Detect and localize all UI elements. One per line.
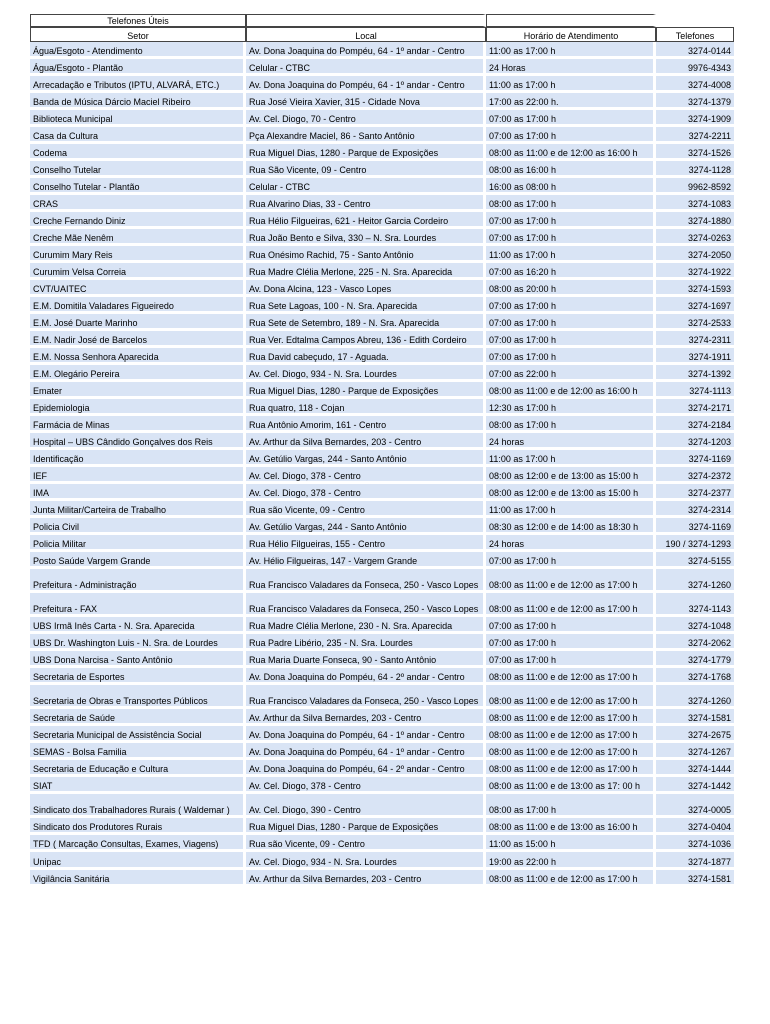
horario-cell: 07:00 as 16:20 h [486, 263, 656, 280]
local-cell: Rua Onésimo Rachid, 75 - Santo Antônio [246, 246, 486, 263]
title-blank-cell [656, 14, 734, 27]
table-row [30, 835, 734, 852]
local-cell: Rua Hélio Filgueiras, 621 - Heitor Garcia Cordeiro [246, 212, 486, 229]
telefone-cell: 3274-2314 [656, 501, 734, 518]
setor-cell: UBS Irmã Inês Carta - N. Sra. Aparecida [30, 617, 246, 634]
horario-cell: 07:00 as 17:00 h [486, 617, 656, 634]
horario-cell: 11:00 as 17:00 h [486, 246, 656, 263]
horario-cell: 08:00 as 11:00 e de 12:00 as 17:00 h [486, 569, 656, 593]
local-cell: Av. Getúlio Vargas, 244 - Santo Antônio [246, 518, 486, 535]
horario-cell: 07:00 as 17:00 h [486, 634, 656, 651]
telefone-cell: 3274-2171 [656, 399, 734, 416]
header-telefones: Telefones [656, 27, 734, 42]
telefone-cell: 3274-0005 [656, 794, 734, 818]
telefone-cell: 9962-8592 [656, 178, 734, 195]
telefone-cell: 3274-1169 [656, 450, 734, 467]
telefone-cell: 3274-1128 [656, 161, 734, 178]
setor-cell: Unipac [30, 852, 246, 870]
local-cell: Rua Sete Lagoas, 100 - N. Sra. Aparecida [246, 297, 486, 314]
local-cell: Rua Miguel Dias, 1280 - Parque de Exposições [246, 144, 486, 161]
local-cell: Av. Arthur da Silva Bernardes, 203 - Centro [246, 870, 486, 887]
local-cell: Rua São Vicente, 09 - Centro [246, 161, 486, 178]
setor-cell: Curumim Velsa Correia [30, 263, 246, 280]
horario-cell: 24 horas [486, 433, 656, 450]
horario-cell: 11:00 as 15:00 h [486, 835, 656, 852]
table-row [30, 852, 734, 870]
table-row [30, 651, 734, 668]
local-cell: Av. Dona Joaquina do Pompéu, 64 - 1º andar - Centro [246, 743, 486, 760]
horario-cell: 08:00 as 17:00 h [486, 195, 656, 212]
telefone-cell: 9976-4343 [656, 59, 734, 76]
setor-cell: E.M. Nossa Senhora Aparecida [30, 348, 246, 365]
local-cell: Pça Alexandre Maciel, 86 - Santo Antônio [246, 127, 486, 144]
local-cell: Rua Francisco Valadares da Fonseca, 250 - Vasco Lopes [246, 685, 486, 709]
telefone-cell: 3274-1526 [656, 144, 734, 161]
horario-cell: 08:00 as 11:00 e de 12:00 as 17:00 h [486, 685, 656, 709]
header-local: Local [246, 27, 486, 42]
horario-cell: 24 horas [486, 535, 656, 552]
table-row [30, 569, 734, 593]
setor-cell: Creche Mãe Nenêm [30, 229, 246, 246]
table-row [30, 178, 734, 195]
telefone-cell: 3274-5155 [656, 552, 734, 569]
setor-cell: Epidemiologia [30, 399, 246, 416]
horario-cell: 07:00 as 17:00 h [486, 552, 656, 569]
setor-cell: Casa da Cultura [30, 127, 246, 144]
table-row [30, 263, 734, 280]
horario-cell: 08:00 as 11:00 e de 12:00 as 16:00 h [486, 144, 656, 161]
local-cell: Rua Ver. Edtalma Campos Abreu, 136 - Edith Cordeiro [246, 331, 486, 348]
telefone-cell: 3274-1442 [656, 777, 734, 794]
telefone-cell: 3274-1260 [656, 569, 734, 593]
setor-cell: E.M. Domitila Valadares Figueiredo [30, 297, 246, 314]
table-row [30, 246, 734, 263]
local-cell: Rua são Vicente, 09 - Centro [246, 501, 486, 518]
telefone-cell: 3274-1203 [656, 433, 734, 450]
horario-cell: 08:00 as 16:00 h [486, 161, 656, 178]
telefone-cell: 3274-2311 [656, 331, 734, 348]
setor-cell: Água/Esgoto - Plantão [30, 59, 246, 76]
table-row [30, 416, 734, 433]
local-cell: Av. Dona Joaquina do Pompéu, 64 - 1º andar - Centro [246, 76, 486, 93]
setor-cell: Secretaria Municipal de Assistência Social [30, 726, 246, 743]
local-cell: Rua quatro, 118 - Cojan [246, 399, 486, 416]
horario-cell: 08:00 as 11:00 e de 12:00 as 17:00 h [486, 593, 656, 617]
setor-cell: TFD ( Marcação Consultas, Exames, Viagens) [30, 835, 246, 852]
telefone-cell: 3274-1143 [656, 593, 734, 617]
horario-cell: 12:30 as 17:00 h [486, 399, 656, 416]
setor-cell: Posto Saúde Vargem Grande [30, 552, 246, 569]
table-row [30, 870, 734, 887]
telefone-cell: 3274-1779 [656, 651, 734, 668]
setor-cell: IMA [30, 484, 246, 501]
setor-cell: Identificação [30, 450, 246, 467]
setor-cell: Arrecadação e Tributos (IPTU, ALVARÁ, ETC.) [30, 76, 246, 93]
table-row [30, 297, 734, 314]
table-title: Telefones Úteis [30, 14, 246, 27]
setor-cell: IEF [30, 467, 246, 484]
telefone-cell: 3274-2372 [656, 467, 734, 484]
table-row [30, 818, 734, 835]
telefone-cell: 3274-1113 [656, 382, 734, 399]
setor-cell: Secretaria de Obras e Transportes Públicos [30, 685, 246, 709]
telefone-cell: 3274-1036 [656, 835, 734, 852]
table-row [30, 229, 734, 246]
local-cell: Av. Cel. Diogo, 378 - Centro [246, 467, 486, 484]
horario-cell: 08:00 as 11:00 e de 12:00 as 16:00 h [486, 382, 656, 399]
table-row [30, 110, 734, 127]
header-horario: Horário de Atendimento [486, 27, 656, 42]
table-row [30, 382, 734, 399]
local-cell: Av. Arthur da Silva Bernardes, 203 - Centro [246, 433, 486, 450]
telefone-cell: 3274-2062 [656, 634, 734, 651]
local-cell: Av. Cel. Diogo, 378 - Centro [246, 777, 486, 794]
telefone-cell: 3274-0404 [656, 818, 734, 835]
telefone-cell: 3274-0144 [656, 42, 734, 59]
horario-cell: 08:00 as 11:00 e de 12:00 as 17:00 h [486, 760, 656, 777]
horario-cell: 07:00 as 17:00 h [486, 110, 656, 127]
setor-cell: Banda de Música Dárcio Maciel Ribeiro [30, 93, 246, 110]
horario-cell: 19:00 as 22:00 h [486, 852, 656, 870]
horario-cell: 24 Horas [486, 59, 656, 76]
table-row [30, 726, 734, 743]
horario-cell: 11:00 as 17:00 h [486, 501, 656, 518]
table-row [30, 743, 734, 760]
setor-cell: CRAS [30, 195, 246, 212]
setor-cell: E.M. José Duarte Marinho [30, 314, 246, 331]
local-cell: Av. Cel. Diogo, 378 - Centro [246, 484, 486, 501]
table-row [30, 685, 734, 709]
setor-cell: Emater [30, 382, 246, 399]
telefone-cell: 3274-2211 [656, 127, 734, 144]
telefone-cell: 3274-2050 [656, 246, 734, 263]
local-cell: Rua Maria Duarte Fonseca, 90 - Santo Antônio [246, 651, 486, 668]
setor-cell: Junta Militar/Carteira de Trabalho [30, 501, 246, 518]
horario-cell: 16:00 as 08:00 h [486, 178, 656, 195]
table-row [30, 617, 734, 634]
telefone-cell: 3274-1880 [656, 212, 734, 229]
local-cell: Av. Arthur da Silva Bernardes, 203 - Centro [246, 709, 486, 726]
setor-cell: Secretaria de Saúde [30, 709, 246, 726]
local-cell: Av. Hélio Filgueiras, 147 - Vargem Grande [246, 552, 486, 569]
title-row [30, 14, 734, 27]
local-cell: Rua Padre Libério, 235 - N. Sra. Lourdes [246, 634, 486, 651]
telefone-cell: 3274-1444 [656, 760, 734, 777]
local-cell: Av. Cel. Diogo, 934 - N. Sra. Lourdes [246, 852, 486, 870]
table-row [30, 59, 734, 76]
horario-cell: 07:00 as 17:00 h [486, 229, 656, 246]
horario-cell: 11:00 as 17:00 h [486, 450, 656, 467]
horario-cell: 08:00 as 12:00 e de 13:00 as 15:00 h [486, 484, 656, 501]
horario-cell: 11:00 as 17:00 h [486, 42, 656, 59]
horario-cell: 08:00 as 11:00 e de 12:00 as 17:00 h [486, 709, 656, 726]
table-row [30, 42, 734, 59]
local-cell: Av. Dona Joaquina do Pompéu, 64 - 2º andar - Centro [246, 760, 486, 777]
horario-cell: 08:00 as 11:00 e de 12:00 as 17:00 h [486, 743, 656, 760]
telefone-cell: 3274-1267 [656, 743, 734, 760]
phone-directory-sheet [30, 14, 734, 887]
local-cell: Av. Cel. Diogo, 934 - N. Sra. Lourdes [246, 365, 486, 382]
table-row [30, 348, 734, 365]
horario-cell: 08:00 as 11:00 e de 12:00 as 17:00 h [486, 870, 656, 887]
table-row [30, 634, 734, 651]
setor-cell: Prefeitura - Administração [30, 569, 246, 593]
setor-cell: Secretaria de Esportes [30, 668, 246, 685]
table-row [30, 794, 734, 818]
setor-cell: UBS Dr. Washington Luis - N. Sra. de Lourdes [30, 634, 246, 651]
table-row [30, 280, 734, 297]
telefone-cell: 3274-2184 [656, 416, 734, 433]
horario-cell: 07:00 as 17:00 h [486, 314, 656, 331]
table-row [30, 484, 734, 501]
table-row [30, 314, 734, 331]
local-cell: Av. Dona Joaquina do Pompéu, 64 - 1º andar - Centro [246, 726, 486, 743]
setor-cell: Codema [30, 144, 246, 161]
local-cell: Rua Antônio Amorim, 161 - Centro [246, 416, 486, 433]
local-cell: Av. Getúlio Vargas, 244 - Santo Antônio [246, 450, 486, 467]
horario-cell: 08:00 as 11:00 e de 13:00 as 16:00 h [486, 818, 656, 835]
horario-cell: 08:00 as 11:00 e de 13:00 as 17: 00 h [486, 777, 656, 794]
telefone-cell: 3274-0263 [656, 229, 734, 246]
horario-cell: 07:00 as 17:00 h [486, 348, 656, 365]
horario-cell: 07:00 as 17:00 h [486, 331, 656, 348]
setor-cell: Biblioteca Municipal [30, 110, 246, 127]
setor-cell: SEMAS - Bolsa Familia [30, 743, 246, 760]
local-cell: Rua Alvarino Dias, 33 - Centro [246, 195, 486, 212]
horario-cell: 07:00 as 17:00 h [486, 212, 656, 229]
telefone-cell: 3274-2533 [656, 314, 734, 331]
local-cell: Celular - CTBC [246, 59, 486, 76]
table-row [30, 365, 734, 382]
local-cell: Rua Madre Clélia Merlone, 225 - N. Sra. Aparecida [246, 263, 486, 280]
table-row [30, 144, 734, 161]
table-row [30, 161, 734, 178]
setor-cell: SIAT [30, 777, 246, 794]
local-cell: Av. Dona Alcina, 123 - Vasco Lopes [246, 280, 486, 297]
setor-cell: Policia Civil [30, 518, 246, 535]
setor-cell: Prefeitura - FAX [30, 593, 246, 617]
setor-cell: Creche Fernando Diniz [30, 212, 246, 229]
telefone-cell: 3274-1169 [656, 518, 734, 535]
local-cell: Rua Madre Clélia Merlone, 230 - N. Sra. Aparecida [246, 617, 486, 634]
setor-cell: CVT/UAITEC [30, 280, 246, 297]
horario-cell: 08:00 as 12:00 e de 13:00 as 15:00 h [486, 467, 656, 484]
local-cell: Rua Sete de Setembro, 189 - N. Sra. Aparecida [246, 314, 486, 331]
setor-cell: UBS Dona Narcisa - Santo Antônio [30, 651, 246, 668]
local-cell: Rua José Vieira Xavier, 315 - Cidade Nova [246, 93, 486, 110]
setor-cell: Secretaria de Educação e Cultura [30, 760, 246, 777]
horario-cell: 07:00 as 17:00 h [486, 651, 656, 668]
table-row [30, 760, 734, 777]
local-cell: Av. Dona Joaquina do Pompéu, 64 - 1º andar - Centro [246, 42, 486, 59]
table-row [30, 331, 734, 348]
telefone-cell: 3274-1768 [656, 668, 734, 685]
table-row [30, 127, 734, 144]
local-cell: Celular - CTBC [246, 178, 486, 195]
setor-cell: Vigilância Sanitária [30, 870, 246, 887]
telefone-cell: 3274-2377 [656, 484, 734, 501]
table-row [30, 467, 734, 484]
table-row [30, 518, 734, 535]
table-row [30, 450, 734, 467]
table-row [30, 399, 734, 416]
table-row [30, 535, 734, 552]
setor-cell: Curumim Mary Reis [30, 246, 246, 263]
telefone-cell: 3274-1581 [656, 870, 734, 887]
table-row [30, 433, 734, 450]
table-row [30, 593, 734, 617]
telefone-cell: 3274-1379 [656, 93, 734, 110]
table-row [30, 76, 734, 93]
telefone-cell: 3274-1593 [656, 280, 734, 297]
horario-cell: 08:30 as 12:00 e de 14:00 as 18:30 h [486, 518, 656, 535]
setor-cell: E.M. Olegário Pereira [30, 365, 246, 382]
local-cell: Av. Cel. Diogo, 390 - Centro [246, 794, 486, 818]
table-row [30, 212, 734, 229]
horario-cell: 07:00 as 17:00 h [486, 297, 656, 314]
telefone-cell: 3274-4008 [656, 76, 734, 93]
telefone-cell: 3274-2675 [656, 726, 734, 743]
header-setor: Setor [30, 27, 246, 42]
local-cell: Rua Miguel Dias, 1280 - Parque de Exposições [246, 818, 486, 835]
horario-cell: 08:00 as 17:00 h [486, 416, 656, 433]
local-cell: Rua Francisco Valadares da Fonseca, 250 - Vasco Lopes [246, 569, 486, 593]
local-cell: Av. Dona Joaquina do Pompéu, 64 - 2º andar - Centro [246, 668, 486, 685]
telefone-cell: 3274-1260 [656, 685, 734, 709]
local-cell: Rua Francisco Valadares da Fonseca, 250 - Vasco Lopes [246, 593, 486, 617]
horario-cell: 17:00 as 22:00 h. [486, 93, 656, 110]
local-cell: Rua João Bento e Silva, 330 – N. Sra. Lourdes [246, 229, 486, 246]
table-row [30, 552, 734, 569]
table-row [30, 709, 734, 726]
table-row [30, 668, 734, 685]
local-cell: Rua são Vicente, 09 - Centro [246, 835, 486, 852]
horario-cell: 11:00 as 17:00 h [486, 76, 656, 93]
telefone-cell: 3274-1581 [656, 709, 734, 726]
setor-cell: Farmácia de Minas [30, 416, 246, 433]
local-cell: Rua David cabeçudo, 17 - Aguada. [246, 348, 486, 365]
telefone-cell: 3274-1083 [656, 195, 734, 212]
header-row [30, 27, 734, 42]
table-row [30, 501, 734, 518]
local-cell: Rua Miguel Dias, 1280 - Parque de Exposições [246, 382, 486, 399]
table-row [30, 777, 734, 794]
horario-cell: 08:00 as 11:00 e de 12:00 as 17:00 h [486, 726, 656, 743]
horario-cell: 07:00 as 17:00 h [486, 127, 656, 144]
setor-cell: Policia Militar [30, 535, 246, 552]
horario-cell: 07:00 as 22:00 h [486, 365, 656, 382]
setor-cell: Conselho Tutelar - Plantão [30, 178, 246, 195]
setor-cell: Sindicato dos Trabalhadores Rurais ( Waldemar ) [30, 794, 246, 818]
title-blank-cell [486, 14, 656, 27]
telefone-cell: 3274-1048 [656, 617, 734, 634]
telefone-cell: 3274-1697 [656, 297, 734, 314]
telefone-cell: 3274-1911 [656, 348, 734, 365]
table-body [30, 42, 734, 887]
horario-cell: 08:00 as 11:00 e de 12:00 as 17:00 h [486, 668, 656, 685]
telefone-cell: 3274-1877 [656, 852, 734, 870]
table-row [30, 195, 734, 212]
title-blank-cell [246, 14, 486, 27]
telefone-cell: 3274-1909 [656, 110, 734, 127]
telefone-cell: 3274-1392 [656, 365, 734, 382]
setor-cell: Hospital – UBS Cândido Gonçalves dos Reis [30, 433, 246, 450]
telefone-cell: 3274-1922 [656, 263, 734, 280]
setor-cell: E.M. Nadir José de Barcelos [30, 331, 246, 348]
local-cell: Av. Cel. Diogo, 70 - Centro [246, 110, 486, 127]
table-row [30, 93, 734, 110]
setor-cell: Água/Esgoto - Atendimento [30, 42, 246, 59]
local-cell: Rua Hélio Filgueiras, 155 - Centro [246, 535, 486, 552]
phone-directory-table [30, 14, 734, 887]
setor-cell: Conselho Tutelar [30, 161, 246, 178]
telefone-cell: 190 / 3274-1293 [656, 535, 734, 552]
setor-cell: Sindicato dos Produtores Rurais [30, 818, 246, 835]
horario-cell: 08:00 as 17:00 h [486, 794, 656, 818]
horario-cell: 08:00 as 20:00 h [486, 280, 656, 297]
